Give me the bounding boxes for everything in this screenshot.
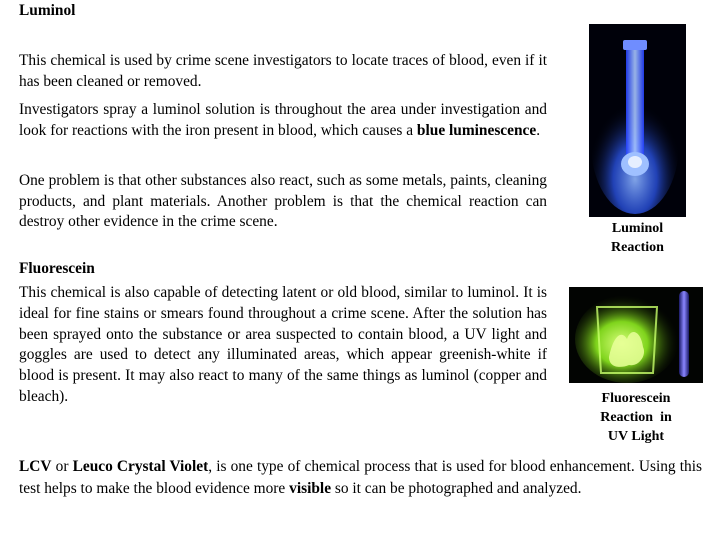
fluorescein-caption-line-3: UV Light (607, 429, 665, 444)
blue-luminescence-term: blue luminescence (416, 121, 537, 139)
fluorescein-reaction-image (569, 287, 703, 383)
fluorescein-paragraph: This chemical is also capable of detecting latent or old blood, similar to luminol. It is ideal for fine stains or smears found throughout a crime scene. After the solution has been sprayed onto the substance or area suspected to contain blood, a UV light and goggles are used to detect any illuminated areas, which appear greenish-white if blood is present. It may also react to many of the same things as luminol (copper and bleach). (19, 284, 547, 405)
lcv-acronym: LCV (19, 458, 52, 475)
lcv-paragraph (19, 456, 702, 499)
fluorescein-uv-illustration (569, 287, 703, 383)
luminol-reaction-image (589, 24, 686, 217)
luminol-paragraph-1: This chemical is used by crime scene investigators to locate traces of blood, even if it has been cleaned or removed. (19, 52, 547, 90)
luminol-caption-line-1: Luminol (611, 221, 664, 236)
luminol-p2-end: . (536, 121, 541, 139)
lcv-or: or (51, 458, 73, 475)
luminol-paragraph-3: One problem is that other substances also react, such as some metals, paints, cleaning products, and plant materials. Another problem is that the chemical reaction can destroy other evidence in the crime scene. (19, 172, 547, 230)
lcv-description-end: so it can be photographed and analyzed. (331, 479, 582, 497)
luminol-p2-text: Investigators spray a luminol solution is throughout the area under investigation and look for reactions with the iron present in blood, which causes a (19, 101, 547, 139)
lcv-description: , is one type of chemical process that is used for blood enhancement. Using this test helps to make the blood evidence more (19, 458, 702, 497)
lcv-visible-term: visible (289, 479, 332, 497)
luminol-tube-illustration (589, 24, 686, 217)
fluorescein-caption (569, 389, 703, 446)
luminol-heading: Luminol (19, 2, 76, 19)
fluorescein-heading: Fluorescein (19, 260, 95, 277)
lcv-full-name: Leuco Crystal Violet (72, 458, 209, 475)
luminol-paragraph-2 (19, 100, 547, 141)
fluorescein-caption-line-2: Reaction in (600, 410, 672, 425)
luminol-caption-line-2: Reaction (611, 240, 664, 255)
fluorescein-caption-line-1: Fluorescein (601, 391, 671, 406)
luminol-caption (589, 219, 686, 257)
